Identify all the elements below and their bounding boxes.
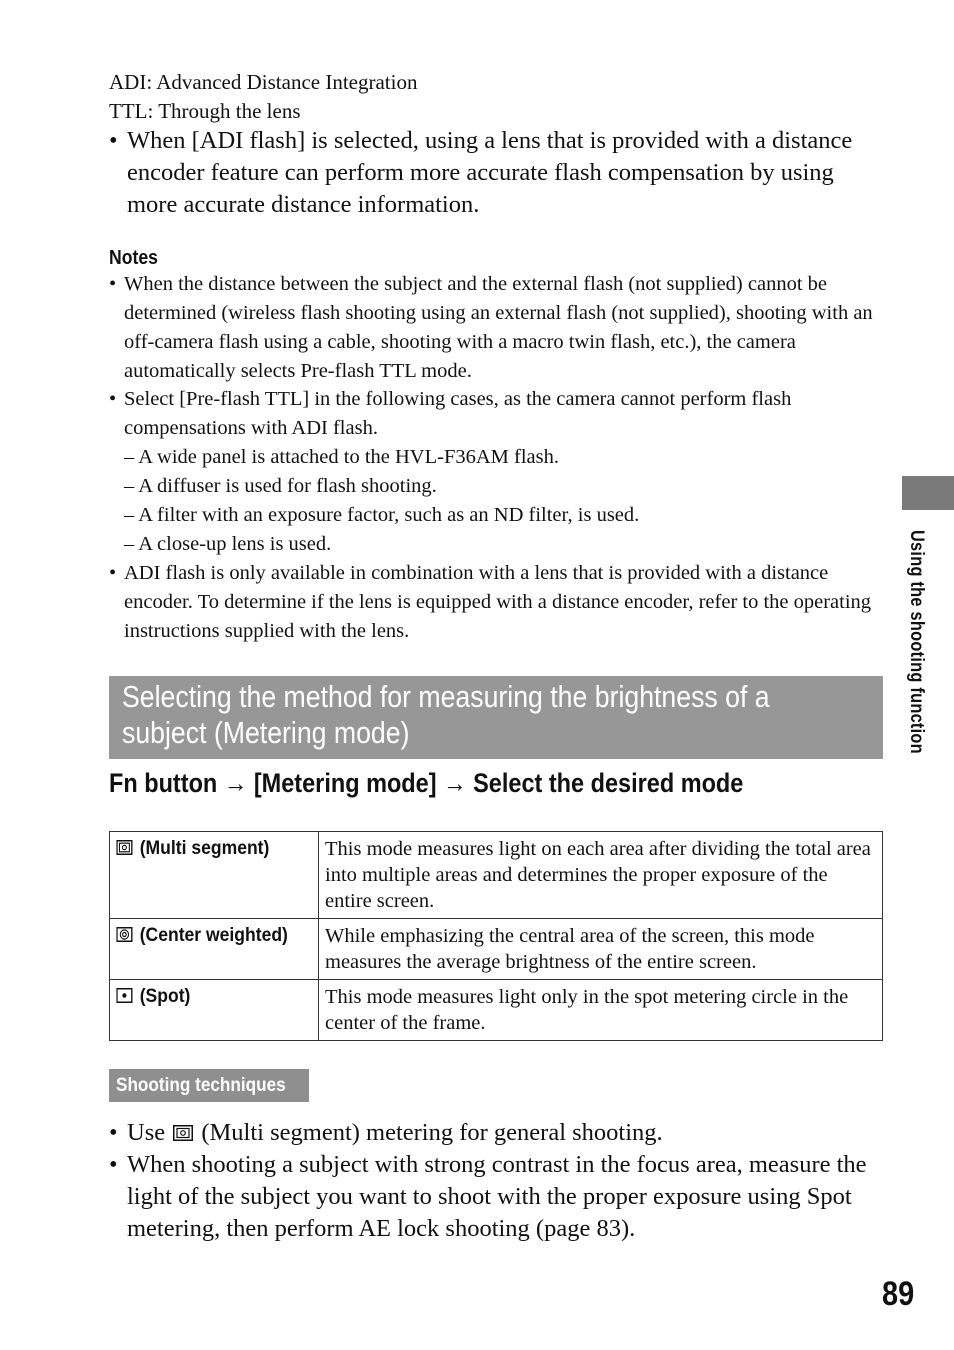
note-text: When the distance between the subject and the external flash (not supplied) cannot be determined (wireless flash shooting using an external flash (not supplied), shooting with an off-camera flash using a cable, shooting with a macro twin flash, etc.), the camera automatically selects Pre-flash TTL mode. xyxy=(124,273,873,382)
mode-name: (Center weighted) xyxy=(139,924,288,946)
ttl-definition: TTL: Through the lens xyxy=(109,99,301,123)
note-sub-item: – A filter with an exposure factor, such as an ND filter, is used. xyxy=(124,504,640,526)
mode-description: This mode measures light on each area after dividing the total area into multiple areas and determines the proper exposure of the entire screen. xyxy=(319,832,883,919)
mode-name-cell xyxy=(110,832,319,919)
note-sub-item: – A diffuser is used for flash shooting. xyxy=(124,475,437,497)
bullet-dot: • xyxy=(109,1151,118,1178)
bullet-dot: • xyxy=(109,388,117,410)
mode-name-cell xyxy=(110,919,319,980)
table-row xyxy=(110,919,883,980)
shooting-techniques-label: Shooting techniques xyxy=(116,1074,286,1096)
chapter-tab-marker xyxy=(902,476,954,510)
adi-flash-text: When [ADI flash] is selected, using a lens that is provided with a distance encoder feature can perform more accurate flash compensation by using more accurate distance information. xyxy=(127,127,853,218)
notes-heading: Notes xyxy=(109,247,158,269)
mode-name: (Multi segment) xyxy=(139,837,270,859)
note-sub-item: – A close-up lens is used. xyxy=(124,533,332,555)
multi-segment-icon xyxy=(173,1125,193,1141)
bullet-dot: • xyxy=(109,273,117,295)
note-text: ADI flash is only available in combination with a lens that is provided with a distance encoder. To determine if the lens is equipped with a distance encoder, refer to the operating instructions supplied with the lens. xyxy=(124,562,872,642)
metering-mode-table xyxy=(109,831,883,1041)
bullet-dot: • xyxy=(109,562,117,584)
chapter-tab-text: Using the shooting function xyxy=(906,530,927,754)
arrow-icon: → xyxy=(223,768,248,798)
mode-name: (Spot) xyxy=(139,985,191,1007)
bullet-dot: • xyxy=(109,127,118,154)
table-row xyxy=(110,980,883,1041)
arrow-icon: → xyxy=(443,768,467,798)
fn-button-label: Fn button xyxy=(109,768,218,798)
technique-text: (Multi segment) metering for general shooting. xyxy=(201,1119,663,1146)
mode-description: While emphasizing the central area of the screen, this mode measures the average brightness of the entire screen. xyxy=(319,919,883,980)
page-number: 89 xyxy=(882,1275,915,1313)
bullet-dot: • xyxy=(109,1119,118,1146)
select-mode-label: Select the desired mode xyxy=(473,768,744,798)
menu-path xyxy=(109,766,743,800)
mode-name-cell xyxy=(110,980,319,1041)
multi-segment-icon xyxy=(116,840,132,855)
section-title: Selecting the method for measuring the brightness of a subject (Metering mode) xyxy=(122,679,770,750)
spot-icon xyxy=(116,988,132,1003)
note-sub-item: – A wide panel is attached to the HVL-F36AM flash. xyxy=(124,446,559,468)
metering-mode-label: [Metering mode] xyxy=(253,768,437,798)
note-text: Select [Pre-flash TTL] in the following cases, as the camera cannot perform flash compensations with ADI flash. xyxy=(124,388,792,439)
mode-description: This mode measures light only in the spot metering circle in the center of the frame. xyxy=(319,980,883,1041)
table-row xyxy=(110,832,883,919)
technique-text: Use xyxy=(127,1119,166,1146)
adi-definition: ADI: Advanced Distance Integration xyxy=(109,70,418,94)
center-weighted-icon xyxy=(116,927,132,942)
technique-text: When shooting a subject with strong contrast in the focus area, measure the light of the subject you want to shoot with the proper exposure using Spot metering, then perform AE lock shooting (page 83). xyxy=(127,1151,867,1242)
